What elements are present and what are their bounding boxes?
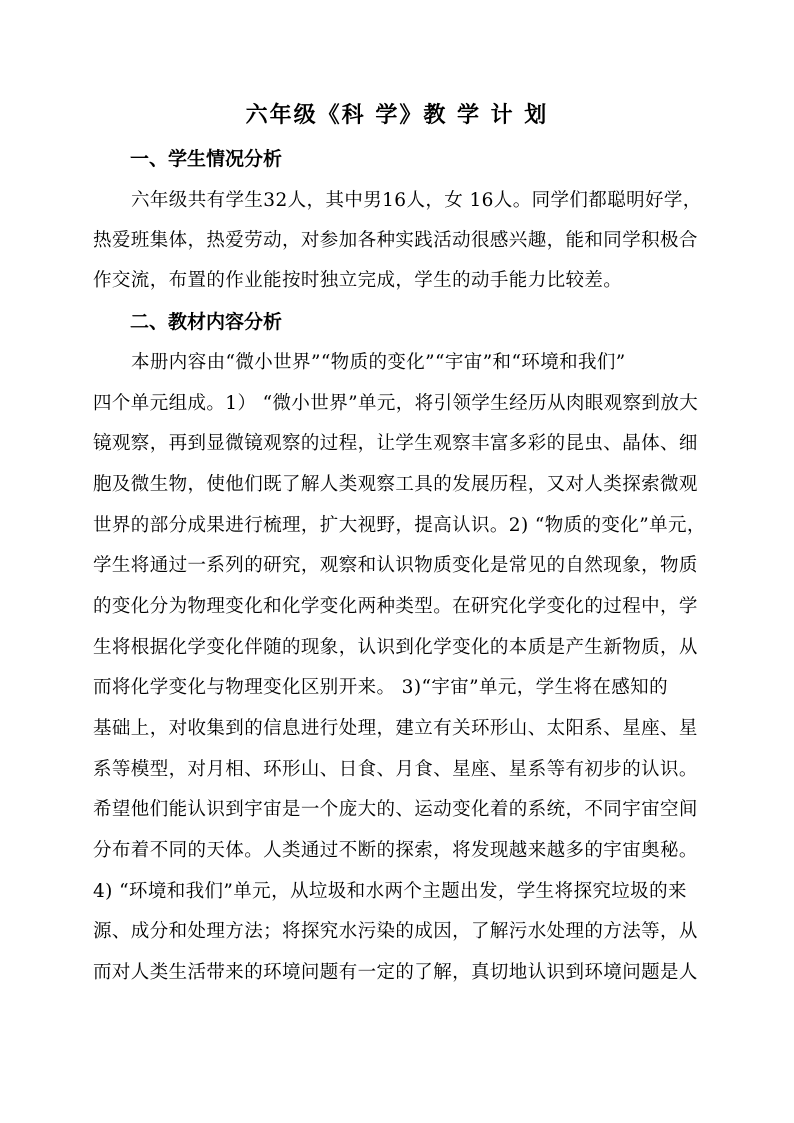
paragraph-line: 4) “环境和我们”单元，从垃圾和水两个主题出发，学生将探究垃圾的来 [93,881,687,902]
section-heading-textbook-analysis: 二、教材内容分析 [130,311,283,333]
paragraph-line: 的变化分为物理变化和化学变化两种类型。在研究化学变化的过程中，学 [93,596,698,617]
paragraph-line: 源、成分和处理方法；将探究水污染的成因，了解污水处理的方法等，从 [93,921,698,942]
paragraph-line: 而将化学变化与物理变化区别开来。 3)“宇宙”单元，学生将在感知的 [93,677,668,698]
paragraph-line: 希望他们能认识到宇宙是一个庞大的、运动变化着的系统，不同宇宙空间 [93,799,698,820]
document-title: 六年级《科 学》教 学 计 划 [245,102,549,128]
paragraph-line: 学生将通过一系列的研究，观察和认识物质变化是常见的自然现象，物质 [93,555,698,576]
paragraph-line: 系等模型，对月相、环形山、日食、月食、星座、星系等有初步的认识。 [93,759,698,780]
section-heading-student-analysis: 一、学生情况分析 [130,148,283,170]
paragraph-line: 世界的部分成果进行梳理，扩大视野，提高认识。2) “物质的变化”单元， [93,515,706,536]
paragraph-line: 而对人类生活带来的环境问题有一定的了解，真切地认识到环境问题是人 [93,962,698,983]
paragraph-line: 四个单元组成。1） “微小世界”单元，将引领学生经历从肉眼观察到放大 [93,393,699,414]
paragraph-line: 热爱班集体，热爱劳动，对参加各种实践活动很感兴趣，能和同学积极合 [93,230,698,251]
paragraph-line: 本册内容由“微小世界”“物质的变化”“宇宙”和“环境和我们” [131,352,626,373]
paragraph-line: 分布着不同的天体。人类通过不断的探索，将发现越来越多的宇宙奥秘。 [93,840,698,861]
paragraph-line: 生将根据化学变化伴随的现象，认识到化学变化的本质是产生新物质，从 [93,637,698,658]
paragraph-line: 镜观察，再到显微镜观察的过程，让学生观察丰富多彩的昆虫、晶体、细 [93,433,698,454]
paragraph-line: 基础上，对收集到的信息进行处理，建立有关环形山、太阳系、星座、星 [93,718,698,739]
paragraph-line: 作交流，布置的作业能按时独立完成，学生的动手能力比较差。 [93,270,623,291]
paragraph-line: 胞及微生物，使他们既了解人类观察工具的发展历程，又对人类探索微观 [93,474,698,495]
paragraph-line: 六年级共有学生32人，其中男16人，女 16人。同学们都聪明好学， [131,190,702,211]
